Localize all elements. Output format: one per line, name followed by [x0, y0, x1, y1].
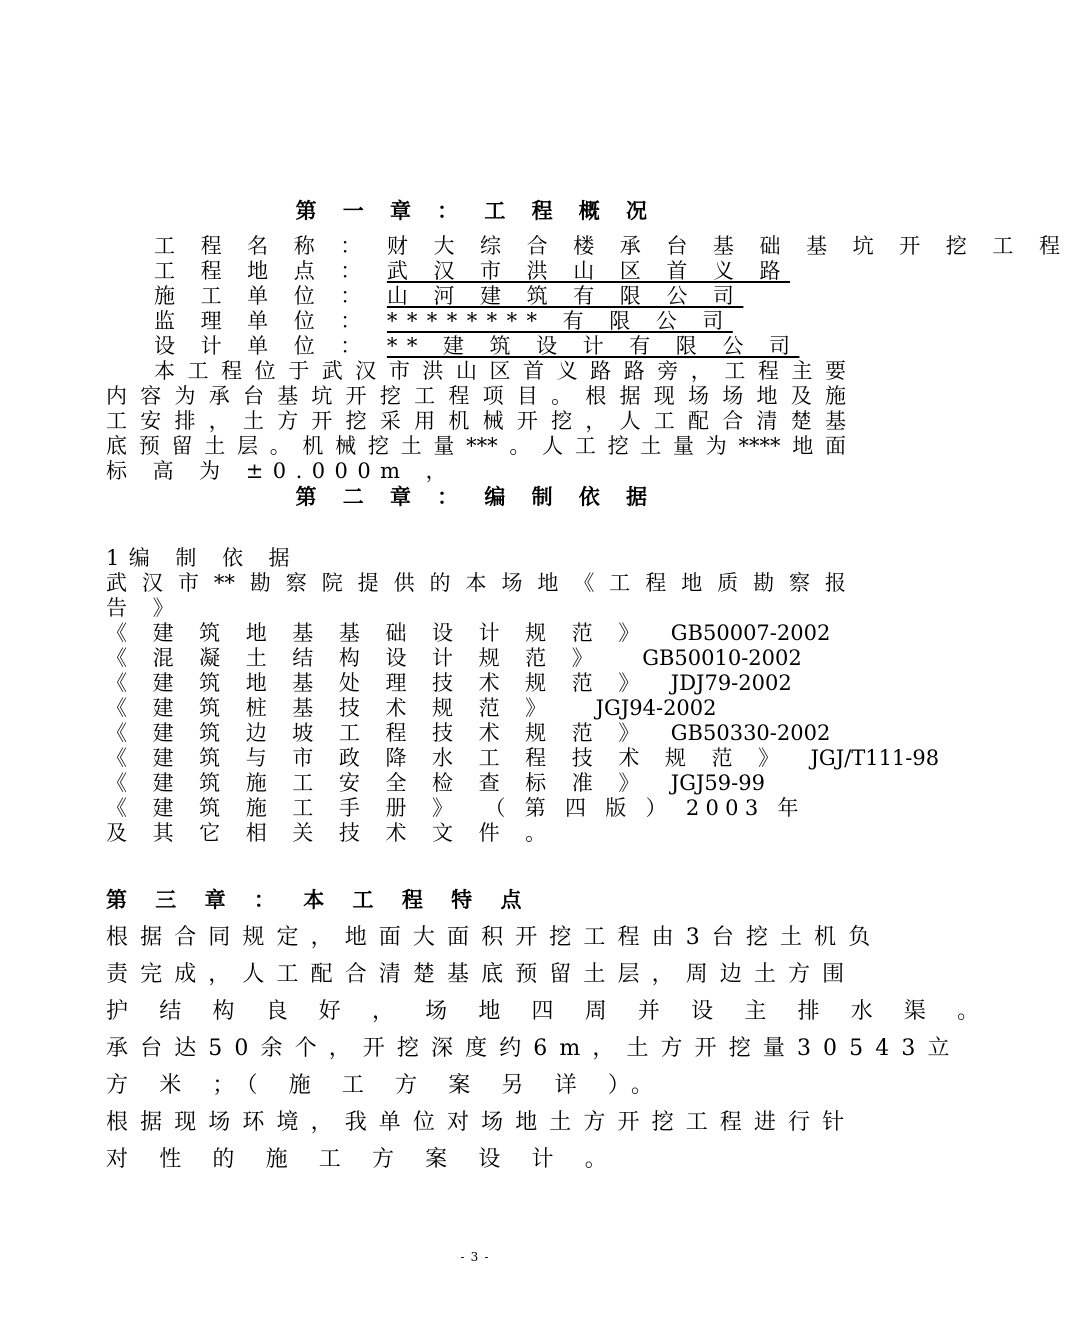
code-name: 《 建 筑 地 基 基 础 设 计 规 范 》: [106, 621, 649, 645]
project-name-row: [154, 234, 1069, 259]
project-site-label: 工 程 地 点 ：: [154, 259, 371, 283]
code-item: [106, 771, 846, 796]
project-site-row: [154, 259, 846, 284]
feature-line-6: 根据现场环境，我单位对场地土方开挖工程进行针: [106, 1110, 857, 1135]
builder-value: 山 河 建 筑 有 限 公 司: [386, 284, 744, 308]
other-documents: 及 其 它 相 关 技 术 文 件 。: [106, 821, 556, 845]
code-item: [106, 696, 846, 721]
code-name: 《 建 筑 施 工 手 册 》: [106, 796, 463, 820]
code-number: JGJ94-2002: [595, 696, 717, 720]
code-number: GB50007-2002: [670, 621, 831, 645]
overview-line-5: 标 高 为 ±0.000m ，: [106, 459, 457, 483]
overview-line-2: 内容为承台基坑开挖工程项目。根据现场场地及施: [106, 384, 846, 408]
code-number: GB50330-2002: [670, 721, 831, 745]
code-number: JGJ59-99: [670, 771, 765, 795]
code-name: 《 建 筑 施 工 安 全 检 查 标 准 》: [106, 771, 649, 795]
project-name-label: 工 程 名 称 ：: [154, 234, 371, 258]
feature-line-7: 对 性 的 施 工 方 案 设 计 。: [106, 1147, 619, 1172]
code-number: GB50010-2002: [642, 646, 802, 670]
feature-line-5: 方 米 ；（ 施 工 方 案 另 详 ）。: [106, 1073, 666, 1098]
report-line-2: 告 》: [106, 596, 184, 620]
code-name: 《 建 筑 边 坡 工 程 技 术 规 范 》: [106, 721, 649, 745]
code-item: [106, 746, 940, 771]
designer-label: 设 计 单 位 ：: [154, 334, 371, 358]
overview-line-3: 工安排，土方开挖采用机械开挖，人工配合清楚基: [106, 409, 846, 433]
project-name-value: 财 大 综 合 楼 承 台 基 础 基 坑 开 挖 工 程: [386, 234, 1069, 258]
code-name: 《 建 筑 桩 基 技 术 规 范 》: [106, 696, 556, 720]
supervisor-row: [154, 309, 846, 334]
supervisor-label: 监 理 单 位 ：: [154, 309, 371, 333]
feature-line-4: 承台达50余个，开挖深度约6m，土方开挖量30543立: [106, 1036, 962, 1061]
builder-label: 施 工 单 位 ：: [154, 284, 371, 308]
page-number: - 3 -: [460, 1250, 490, 1264]
designer-value: ** 建 筑 设 计 有 限 公 司: [386, 334, 800, 358]
chapter1-title: 第 一 章 ： 工 程 概 况: [295, 198, 657, 223]
code-item: [106, 621, 846, 646]
code-number: （ 第 四 版 ） 2003 年: [484, 796, 805, 820]
feature-line-3: 护 结 构 良 好 ， 场 地 四 周 并 设 主 排 水 渠 。: [106, 999, 992, 1024]
code-item: [106, 646, 846, 671]
supervisor-value: ******** 有 限 公 司: [386, 309, 733, 333]
feature-line-2: 责完成，人工配合清楚基底预留土层，周边土方围: [106, 962, 857, 987]
code-name: 《 建 筑 地 基 处 理 技 术 规 范 》: [106, 671, 649, 695]
code-item: [106, 721, 846, 746]
builder-row: [154, 284, 846, 309]
project-site-value: 武 汉 市 洪 山 区 首 义 路: [386, 259, 790, 283]
chapter2-title: 第 二 章 ： 编 制 依 据: [295, 484, 657, 509]
overview-line-1: 本工程位于武汉市洪山区首义路路旁，工程主要: [154, 359, 846, 383]
chapter3-title: 第 三 章 ： 本 工 程 特 点: [106, 887, 532, 912]
chapter2-subtitle: 1编 制 依 据: [106, 546, 299, 570]
report-line-1: 武汉市**勘察院提供的本场地《工程地质勘察报: [106, 571, 846, 595]
code-number: JGJ/T111-98: [810, 746, 940, 770]
designer-row: [154, 334, 846, 359]
code-name: 《 混 凝 土 结 构 设 计 规 范 》: [106, 646, 603, 670]
code-name: 《 建 筑 与 市 政 降 水 工 程 技 术 规 范 》: [106, 746, 789, 770]
code-item: [106, 796, 846, 821]
feature-line-1: 根据合同规定，地面大面积开挖工程由3台挖土机负: [106, 925, 883, 950]
code-number: JDJ79-2002: [670, 671, 792, 695]
overview-line-4: 底预留土层。机械挖土量***。人工挖土量为****地面: [106, 434, 846, 458]
code-item: [106, 671, 846, 696]
